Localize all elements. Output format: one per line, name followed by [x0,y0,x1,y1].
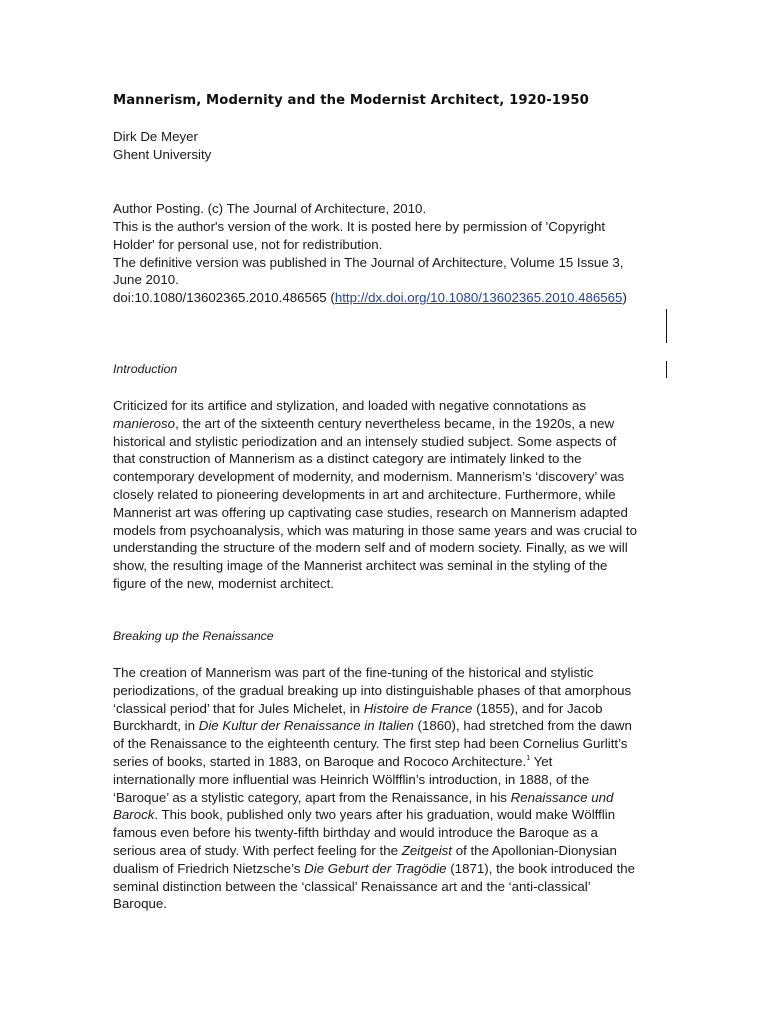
text-line: contemporary development of modernity, and modernism. Mannerism’s ‘discovery’ was [113,469,625,485]
document-title: Mannerism, Modernity and the Modernist Architect, 1920-1950 [113,93,589,108]
text-line: Baroque. [113,896,167,912]
text-fragment: , the art of the sixteenth century nevertheless became, in the 1920s, a new [175,415,615,431]
text-line: periodizations, of the gradual breaking up into distinguishable phases of that amorphous [113,682,632,698]
text-line [113,753,658,771]
text-line: closely related to pioneering developments in art and architecture. Furthermore, while [113,486,616,502]
text-line [113,700,658,718]
text-fragment: ‘Baroque’ as a stylistic category, apart from the Renaissance, in his [113,789,511,805]
text-line [113,717,658,735]
author-affiliation: Ghent University [113,147,212,162]
text-fragment: dualism of Friedrich Nietzsche’s [113,860,305,876]
text-fragment: (1871), the book introduced the [446,860,636,876]
doi-text: doi:10.1080/13602365.2010.486565 ( [113,290,335,305]
text-fragment: . This book, published only two years after his graduation, would make Wölfflin [154,807,616,823]
doi-link[interactable]: http://dx.doi.org/10.1080/13602365.2010.486565 [334,290,623,305]
text-fragment: series of books, started in 1883, on Baroque and Rococo Architecture. [113,753,527,769]
text-fragment: ‘classical period’ that for Jules Michelet, in [113,700,364,716]
text-line: The creation of Mannerism was part of the fine-tuning of the historical and stylistic [113,665,594,680]
italic-term: manieroso [113,415,176,431]
section-heading-introduction: Introduction [113,362,178,376]
introduction-paragraph [113,397,658,593]
text-line: show, the resulting image of the Mannerist architect was seminal in the styling of the [113,558,608,574]
text-fragment: (1855), and for Jacob [472,700,603,716]
text-line: seminal distinction between the ‘classical’ Renaissance art and the ‘anti-classical’ [113,878,591,894]
revision-bar [666,309,667,343]
text-line: internationally more influential was Heinrich Wölfflin’s introduction, in 1888, of the [113,771,590,787]
italic-title: Die Kultur der Renaissance in Italien [198,718,414,734]
text-fragment: (1860), had stretched from the dawn [413,718,632,734]
text-line: famous even before his twenty-fifth birthday and would introduce the Baroque as a [113,825,598,841]
posting-line: The definitive version was published in The Journal of Architecture, Volume 15 Issue 3, [113,255,624,270]
text-line: figure of the new, modernist architect. [113,575,334,591]
author-name: Dirk De Meyer [113,129,198,144]
italic-title: Histoire de France [363,700,473,716]
breaking-paragraph [113,664,658,913]
revision-bar [666,361,667,378]
italic-title: Die Geburt der Tragödie [304,860,447,876]
text-line: models from psychoanalysis, which was maturing in those same years and was crucial to [113,522,637,538]
italic-title: Barock [113,807,155,823]
text-fragment: Yet [530,753,553,769]
text-line [113,842,658,860]
text-fragment: serious area of study. With perfect feeling for the [113,842,402,858]
text-fragment: of the Apollonian-Dionysian [452,842,617,858]
text-line: that construction of Mannerism as a distinct category are intimately linked to the [113,451,582,467]
section-heading-breaking-up: Breaking up the Renaissance [113,629,274,643]
text-line [113,806,658,824]
italic-term: Zeitgeist [401,842,452,858]
text-fragment: Burckhardt, in [113,718,199,734]
text-line: Mannerist art was offering up captivating case studies, research on Mannerism adapted [113,504,628,520]
text-line: Criticized for its artifice and stylization, and loaded with negative connotations as [113,398,587,413]
posting-line: Holder' for personal use, not for redistribution. [113,237,383,252]
text-line [113,789,658,807]
posting-line: This is the author's version of the work. It is posted here by permission of 'Copyright [113,219,606,234]
posting-line: June 2010. [113,272,179,287]
footnote-marker[interactable]: 1 [526,754,531,762]
doi-close: ) [622,290,627,305]
text-line: understanding the structure of the modern self and of modern society. Finally, as we will [113,540,628,556]
text-line: of the Renaissance to the eighteenth century. The first step had been Cornelius Gurlitt’s [113,736,628,752]
doi-line [113,289,627,307]
text-line: historical and stylistic periodization and an intensely studied subject. Some aspects of [113,433,617,449]
text-line [113,415,658,433]
text-line [113,860,658,878]
italic-title: Renaissance und [510,789,614,805]
posting-line: Author Posting. (c) The Journal of Architecture, 2010. [113,201,427,216]
